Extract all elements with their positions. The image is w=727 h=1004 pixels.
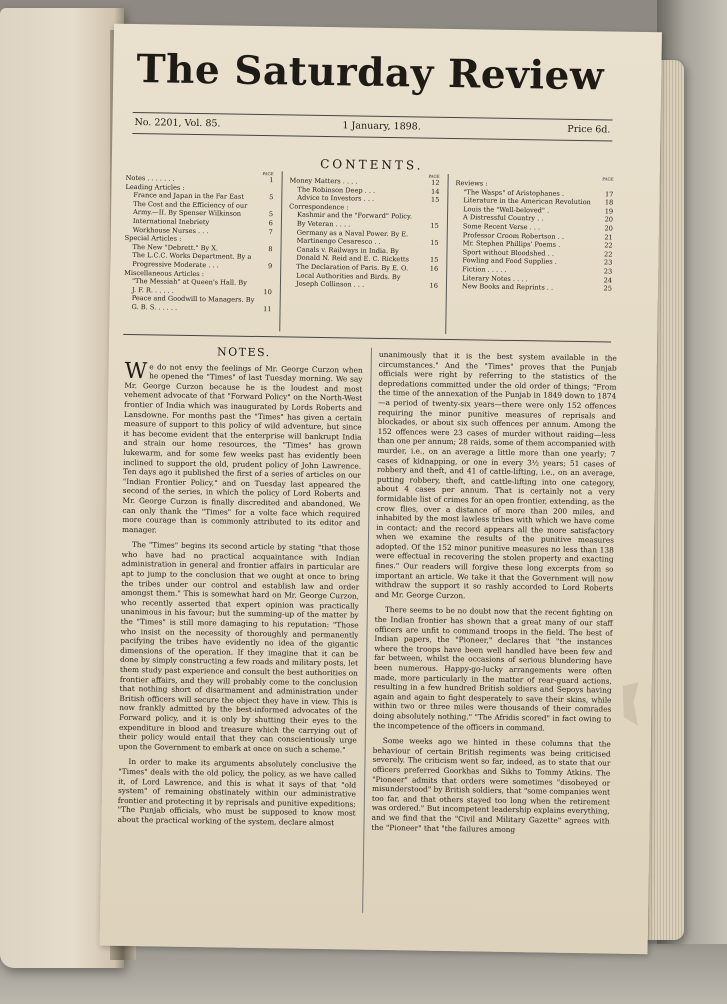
contents-entry-page: 24 [603,275,613,285]
contents-entry-page: 17 [604,190,614,199]
contents-entry-title: Army.—II. By Spenser Wilkinson [133,208,242,219]
contents-entry-title: France and Japan in the Far East [133,191,244,201]
contents-entry-title: Money Matters . . . . [289,176,358,186]
contents-entry-page: 19 [604,207,614,216]
contents-entry-page: 23 [603,267,613,276]
contents-entry-title: Fiction . . . . . [462,265,507,274]
contents-entry-title: Local Authorities and Birds. By [296,271,401,281]
contents-entry-page: 16 [429,264,439,273]
contents-column-1 [124,169,274,314]
contents-entry-title: "The Wasps" of Aristophanes . [463,187,565,198]
contents-entry-title: Notes . . . . . . . [125,173,175,183]
contents-entry-page: 15 [429,256,439,265]
contents-divider-2 [445,174,449,334]
contents-entry-title: Literature in the American Revolution [463,196,591,207]
contents-entry-title: Sport without Bloodshed . . [462,247,555,258]
contents-entry-title: Martinengo Cesaresco . . [296,236,381,247]
contents-entry-page: 10 [263,287,272,296]
contents-entry-title: Progressive Moderate . . . [132,259,219,270]
contents-entry-page: 16 [429,281,439,290]
contents-entry-title: Literary Notes . . . . [462,273,528,283]
notes-paragraph: In order to make its arguments absolutely conclusive the "Times" deals with the old policy, the policy, as we have called it, of Lord Lawrence, and this is what it says of that "old system" of remaining obstinately within our administrative frontier and protecting it by reprisals and punitive expeditions; "The Punjab officials, who must be supposed to know most about the practical working of the system, declare almost [117,757,357,828]
contents-entry-page: 14 [430,187,440,196]
contents-entry-title: G. B. S. . . . . . [131,302,178,312]
contents-entry-title: Reviews : [455,179,488,188]
page-tear [622,682,639,726]
contents-entry [454,282,612,293]
page-column-label: PAGE [428,173,440,179]
contents-entry-page: 7 [268,227,273,236]
contents-entry-title: A Distressful Country . . [462,213,544,223]
contents-heading: CONTENTS. [320,156,424,173]
contents-entry-title: Workhouse Nurses . . . [132,225,209,235]
contents-entry-page: 9 [267,262,273,271]
contents-entry-page: 15 [430,221,439,230]
contents-entry-title: Kashmir and the "Forward" Policy. [296,210,413,221]
page-column-label: PAGE [262,171,274,177]
contents-entry-page: 22 [604,241,613,250]
contents-entry-title: New Books and Reprints . . [461,282,554,292]
contents-entry-title: Donald N. Reid and E. C. Ricketts [296,253,409,264]
contents-entry-page: 5 [269,193,274,202]
contents-entry-title: Mr. Stephen Phillips' Poems . [462,239,561,249]
page-column-label: PAGE [602,176,614,182]
contents-entry-page: 20 [604,224,613,233]
contents-entry-title: The L.C.C. Works Department. By a [132,251,252,262]
contents-entry-title: International Inebriety [132,216,210,227]
contents-entry-title: Louis the "Well-beloved" . [463,204,550,215]
contents-entry-title: Advice to Investors . . . [297,193,375,203]
contents-column-3 [454,174,614,293]
contents-entry-title: Joseph Collinson . . . [295,279,365,289]
contents-entry-title: By Veteran . . . . [296,219,351,229]
contents-entry-title: Fowling and Food Supplies . [462,256,557,267]
contents-entry-page: 25 [603,284,612,293]
contents-entry-page: 5 [268,210,274,219]
notes-paragraph: There seems to be no doubt now that the recent fighting on the Indian frontier has shown that a great many of our staff officers are unfit to command troops in the field. The best of Indian papers, the "Pioneer," declares that "the instances where the troops have been well handled have been few and far between, whilst the occasions of serious blundering have been numerous. Happy-go-lucky arrangements were often made, more particularly in the matter of rear-guard actions, resulting in a few hundred British soldiers and Sepoys having again and again to fight desperately to save their skins, while within two or three miles were thousands of their comrades doing absolutely nothing." "The Afridis scored" in fact owing to the incompetence of the officers in command. [372,605,613,733]
contents-entry-page: 12 [431,178,440,187]
contents-entry-page: 22 [604,250,613,259]
notes-heading: NOTES. [216,345,271,360]
contents-entry [288,280,438,291]
notes-paragraph: The "Times" begins its second article by stating "that those who have had no practical acquaintance with Indian administration in general and frontier affairs in particular are apt to jump to the conclusion that we ought at once to bring the tribes under our control and establish law and order amongst them." This is somewhat hard on Mr. George Curzon, who recently asserted that expert opinion was practically unanimous in his favour; but the summing-up of the matter by the "Times" is still more damaging to his reputation: "Those who insist on the necessity of thoroughly and permanently pacifying the tribes have evidently no idea of the gigantic dimensions of the operation. If they imagine that it can be done by simply constructing a few roads and military posts, let them study past experience and consult the best authorities on frontier affairs, and they will probably come to the conclusion that nothing short of disarmament and administration under British officers will secure the object they have in view. This is now frankly admitted by the best-informed advocates of the Forward policy, and it is only by shutting their eyes to the expenditure in blood and treasure which the carrying out of their policy would entail that they can conscientiously urge upon the Government to embark at once on such a scheme." [118,540,360,755]
contents-entry-page: 18 [604,198,614,207]
contents-entry-title: Some Recent Verse . . . [462,222,541,232]
contents-entry-page: 1 [269,176,274,185]
contents-divider-1 [279,171,283,331]
contents-entry-title: The Declaration of Paris. By E. O. [296,262,409,273]
contents-column-2 [288,171,440,290]
contents-entry-title: Miscellaneous Articles : [124,268,205,278]
contents-entry-title: Professor Croom Robertson . . [462,230,565,241]
contents-entry-page: 23 [603,258,613,267]
contents-entry-title: Peace and Goodwill to Managers. By [131,294,255,305]
notes-paragraph: Some weeks ago we hinted in these columns that the behaviour of certain British regiments was being criticised severely. The criticism went so far, indeed, as to state that our officers preferred Goorkhas and Sikhs to Tommy Atkins. The "Pioneer" admits that orders were sometimes "disobeyed or misunderstood" by British soldiers, that "some companies went too far, and that others stayed too long when the retirement was ordered." But incompetent leadership explains everything, and we find that the "Civil and Military Gazette" agrees with the "Pioneer" that "the failures among [371,736,611,834]
contents-entry-page: 15 [430,238,439,247]
contents-entry-title: The New "Debrett." By X. [132,242,219,253]
contents-entry-title: Leading Articles : [125,182,185,192]
contents-entry-title: "The Messiah" at Queen's Hall. By [131,277,247,287]
front-page [100,24,662,954]
contents-entry-title: Canals v. Railways in India. By [296,245,399,255]
contents-entry-page: 6 [268,219,273,228]
contents-entry-title: The Cost and the Efficiency of our [133,199,248,210]
drop-cap: W [124,358,148,384]
notes-right-column [371,350,617,842]
contents-entry-title: The Robinson Deep . . . [297,185,376,195]
contents-bottom-rule [123,334,611,343]
issue-number: No. 2201, Vol. 85. [134,117,221,130]
notes-paragraph: e do not envy the feelings of Mr. George Curzon when he opened the "Times" of last Tuesday morning. We say Mr. George Curzon because he is the loudest and most vehement advocate of that "Forward Policy" on the North-West frontier of India which was inaugurated by Lords Roberts and Lansdowne. For months past the "Times" has given a certain measure of support to this policy of wild adventure, but since it has become evident that the enterprise will bankrupt India and strain our home resources, the "Times" has grown lukewarm, and for some few weeks past has evidently been inclined to support the old, prudent policy of John Lawrence. Ten days ago it published the first of a series of articles on our "Indian Frontier Policy," and on Tuesday last appeared the second of the series, in which the policy of Lord Roberts and Mr. George Curzon is finally discredited and abandoned. We can only thank the "Times" for a volte face which required more courage than is commonly attributed to its editor and manager. [122,361,363,535]
issue-info-row [132,112,612,142]
contents-entry-page: 21 [604,232,613,242]
contents-entry-page: 11 [263,304,272,314]
notes-paragraph: unanimously that it is the best system available in the circumstances." And the "Times" proves that the Punjab officials were right by referring to the statistics of the depredations committed under the old order of things; "From the time of the annexation of the Punjab in 1849 down to 1874—a period of twenty-six years—there were only 152 offences requiring the minor punitive measures of reprisals and blockades, or about six such offences per annum. Among the 152 offences were 23 cases of murder without raiding—less than one per annum; 28 raids, some of them accompanied with murder, i.e., on an average a little more than one yearly; 7 cases of kidnapping, or one in every 3½ years; 51 cases of robbery and theft, and 41 of cattle-lifting, i.e., on an average, putting robbery, theft, and cattle-lifting into one category, about 4 cases per annum. That is certainly not a very formidable list of crimes for an open frontier, extending, as the crow flies, over a distance of more than 200 miles, and inhabited by the most lawless tribes with which we have come in contact; and the record appears all the more satisfactory when we examine the results of the punitive measures adopted. Of the 152 minor punitive measures no less than 138 were effectual in recovering the stolen property and exacting fines." Our readers will forgive these long excerpts from so important an article. We take it that the Government will now withdraw the support it so rashly accorded to Lord Roberts and Mr. George Curzon. [375,349,617,601]
contents-entry-page: 15 [430,195,440,205]
contents-entry-page: 20 [604,215,614,224]
contents-entry-title: Special Articles : [124,234,182,243]
contents-entry-page: 8 [268,244,273,253]
masthead-title: The Saturday Review [136,46,605,100]
contents-entry-title: Correspondence : [289,202,349,212]
issue-date: 1 January, 1898. [342,120,421,133]
notes-left-column [117,346,363,834]
contents-entry-title: J. F. R. . . . . . [131,285,175,295]
issue-price: Price 6d. [567,123,611,136]
contents-entry-title: Germany as a Naval Power. By E. [296,228,409,238]
